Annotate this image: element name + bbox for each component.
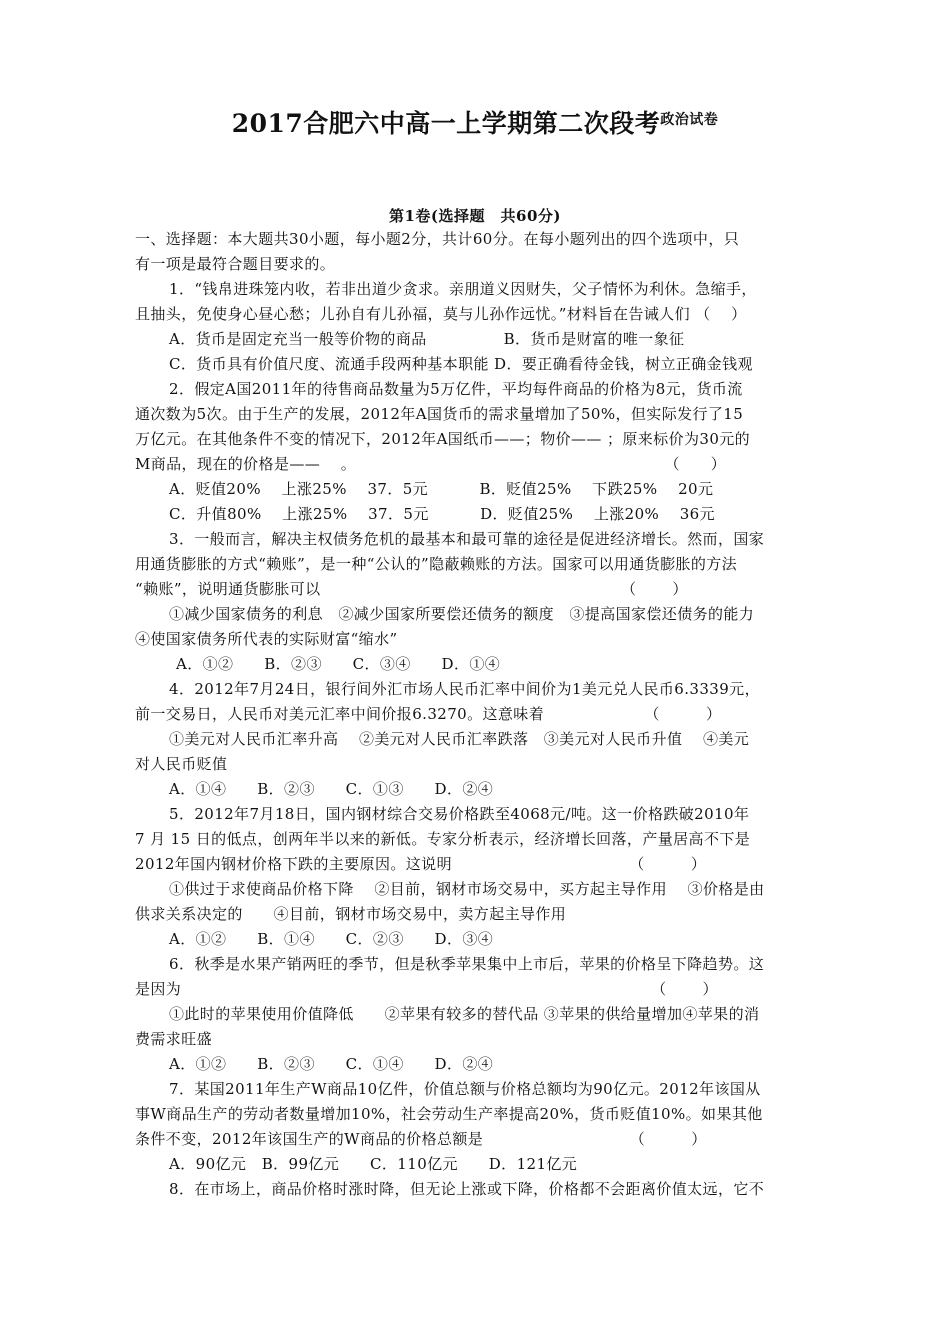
question-stem: 2．假定A国2011年的待售商品数量为5万亿件，平均每件商品的价格为8元，货币流: [169, 380, 743, 398]
statement-line: ①减少国家债务的利息 ②减少国家所要偿还债务的额度 ③提高国家偿还债务的能力: [169, 605, 755, 623]
question-stem: “赖账”，说明通货膨胀可以 （ ）: [135, 580, 688, 598]
question-stem: 通次数为5次。由于生产的发展，2012年A国货币的需求量增加了50%，但实际发行了15: [135, 405, 744, 423]
question-stem: 6．秋季是水果产销两旺的季节，但是秋季苹果集中上市后，苹果的价格呈下降趋势。这: [169, 955, 765, 973]
question-stem: 5．2012年7月18日，国内钢材综合交易价格跌至4068元/吨。这一价格跌破2010年: [169, 805, 750, 823]
statement-line: ①供过于求使商品价格下降 ②目前，钢材市场交易中，买方起主导作用 ③价格是由: [169, 880, 765, 898]
question-stem: 事W商品生产的劳动者数量增加10%，社会劳动生产率提高20%，货币贬值10%。如果其他: [135, 1105, 763, 1123]
answer-option: A．①② B．①④ C．②③ D．③④: [169, 930, 494, 948]
answer-option: A．货币是固定充当一般等价物的商品 B．货币是财富的唯一象征: [169, 330, 685, 348]
answer-option: A．90亿元 B．99亿元 C．110亿元 D．121亿元: [169, 1155, 578, 1173]
answer-option: A．①④ B．②③ C．①③ D．②④: [169, 780, 494, 798]
question-stem: 2012年国内钢材价格下跌的主要原因。这说明 （ ）: [135, 855, 707, 873]
statement-line: 对人民币贬值: [135, 755, 228, 773]
answer-option: A．①② B．②③ C．③④ D．①④: [176, 655, 501, 673]
answer-option: A．贬值20% 上涨25% 37．5元 B．贬值25% 下跌25% 20元: [169, 480, 714, 498]
answer-option: C．货币具有价值尺度、流通手段两种基本职能 D．要正确看待金钱，树立正确金钱观: [169, 355, 753, 373]
question-stem: M商品，现在的价格是—— 。 （ ）: [135, 455, 727, 473]
statement-line: 费需求旺盛: [135, 1030, 213, 1048]
question-stem: 7 月 15 日的低点，创两年半以来的新低。专家分析表示，经济增长回落，产量居高不下是: [135, 830, 751, 848]
question-stem: 前一交易日，人民币对美元汇率中间价报6.3270。这意味着 （ ）: [135, 705, 722, 723]
question-stem: 是因为 （ ）: [135, 980, 718, 998]
question-stem: 1．“钱帛进珠笼内收，若非出道少贪求。亲朋道义因财失，父子情怀为利休。急缩手，: [169, 280, 757, 298]
question-stem: 条件不变，2012年该国生产的W商品的价格总额是 （ ）: [135, 1130, 707, 1148]
statement-line: 供求关系决定的 ④目前，钢材市场交易中，卖方起主导作用: [135, 905, 567, 923]
question-stem: 4．2012年7月24日，银行间外汇市场人民币汇率中间价为1美元兑人民币6.3339元，: [169, 680, 760, 698]
instruction-line: 有一项是最符合题目要求的。: [135, 255, 336, 273]
answer-option: A．①② B．②③ C．①④ D．②④: [169, 1055, 494, 1073]
statement-line: ④使国家债务所代表的实际财富“缩水”: [135, 630, 398, 648]
question-stem: 用通货膨胀的方式“赖账”，是一种“公认的”隐蔽赖账的方法。国家可以用通货膨胀的方法: [135, 555, 738, 573]
answer-option: C．升值80% 上涨25% 37．5元 D．贬值25% 上涨20% 36元: [169, 505, 716, 523]
statement-line: ①此时的苹果使用价值降低 ②苹果有较多的替代品 ③苹果的供给量增加④苹果的消: [169, 1005, 760, 1023]
title-main: 2017合肥六中高一上学期第二次段考: [231, 109, 661, 138]
question-stem: 且抽头，免使身心昼心愁；儿孙自有儿孙福，莫与儿孙作远忧。”材料旨在告诫人们 （ ）: [135, 305, 747, 323]
question-stem: 7．某国2011年生产W商品10亿件，价值总额与价格总额均为90亿元。2012年该国从: [169, 1080, 761, 1098]
page-title: [0, 104, 950, 140]
title-subject: 政治试卷: [660, 112, 719, 128]
instruction-line: 一、选择题：本大题共30小题，每小题2分，共计60分。在每小题列出的四个选项中，只: [135, 230, 740, 248]
question-stem: 3．一般而言，解决主权债务危机的最基本和最可靠的途径是促进经济增长。然而，国家: [169, 530, 765, 548]
question-stem: 万亿元。在其他条件不变的情况下，2012年A国纸币——；物价—— ；原来标价为30元的: [135, 430, 751, 448]
question-stem: 8．在市场上，商品价格时涨时降，但无论上涨或下降，价格都不会距离价值太远，它不: [169, 1180, 765, 1198]
statement-line: ①美元对人民币汇率升高 ②美元对人民币汇率跌落 ③美元对人民币升值 ④美元: [169, 730, 750, 748]
section-title: 第1卷(选择题 共60分): [388, 207, 561, 225]
